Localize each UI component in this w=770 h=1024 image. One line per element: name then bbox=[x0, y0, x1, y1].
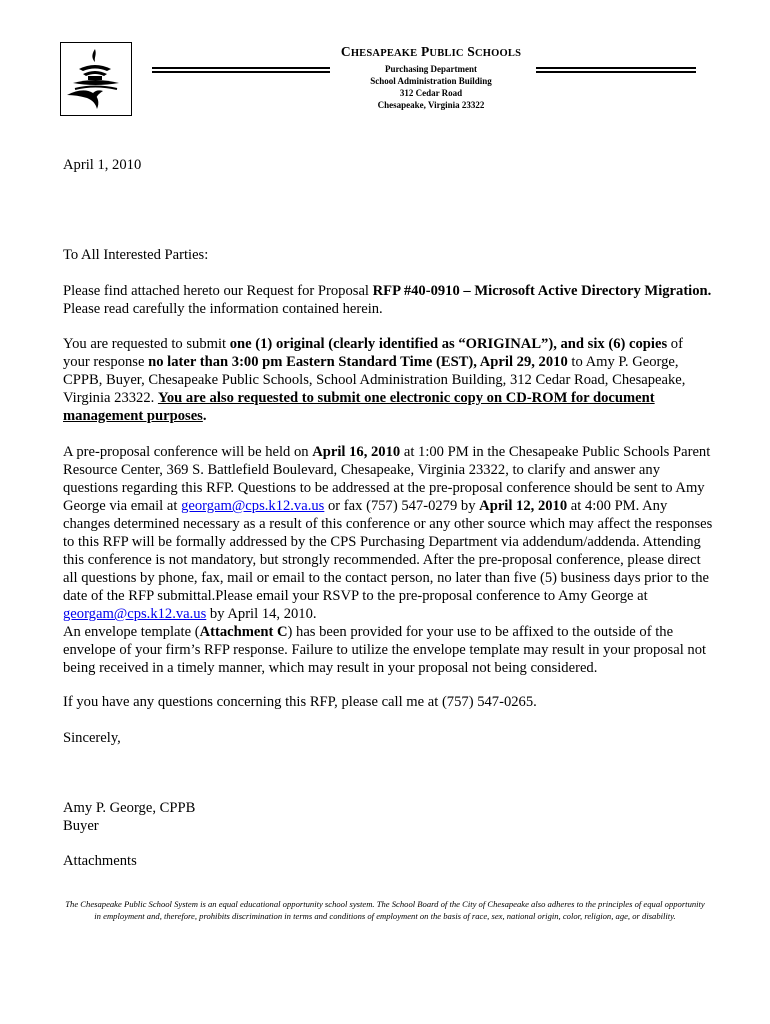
building-name: School Administration Building bbox=[370, 76, 492, 86]
email-link[interactable]: georgam@cps.k12.va.us bbox=[63, 606, 207, 622]
school-logo bbox=[60, 42, 132, 116]
email-link[interactable]: georgam@cps.k12.va.us bbox=[181, 498, 325, 514]
paragraph-rfp-intro: Please find attached hereto our Request for Proposal RFP #40-0910 – Microsoft Active Directory Migration. Please read carefully the information contained herein. bbox=[63, 283, 712, 317]
organization-name: CHESAPEAKE PUBLIC SCHOOLS bbox=[340, 44, 522, 59]
street-address: 312 Cedar Road bbox=[399, 88, 463, 98]
signer-title: Buyer bbox=[63, 818, 99, 834]
letter-date: April 1, 2010 bbox=[63, 157, 142, 173]
attachments-label: Attachments bbox=[63, 853, 137, 869]
paragraph-conference: A pre-proposal conference will be held on April 16, 2010 at 1:00 PM in the Chesapeake Public Schools Parent Resource Center, 369 S. Battlefield Boulevard, Chesapeake, Virginia 23322, to clarify and answer any questions regarding this RFP. Questions to be addressed at the pre-proposal conference should be sent to Amy George via email at georgam@cps.k12.va.us or fax (757) 547-0279 by April 12, 2010 at 4:00 PM. Any changes determined necessary as a result of this conference or any other source which may affect the responses to this RFP will be formally addressed by the CPS Purchasing Department via addendum/addenda. Attending this conference is not mandatory, but strongly recommended. After the pre-proposal conference, please direct all questions by phone, fax, mail or email to the contact person, no later than five (5) business days prior to the date of the RFP submittal.Please email your RSVP to the pre-proposal conference to Amy George at georgam@cps.k12.va.us by April 14, 2010. An envelope template (Attachment C) has been provided for your use to be affixed to the outside of the envelope of your firm’s RFP response. Failure to utilize the envelope template may result in your proposal not being received in a timely manner, which may result in your proposal not being considered. bbox=[63, 444, 713, 676]
paragraph-envelope: An envelope template (Attachment C) has been provided for your use to be affixed to the outside of the envelope of your firm’s RFP response. Failure to utilize the envelope template may result in your proposal not being received in a timely manner, which may result in your proposal not being considered. bbox=[63, 624, 707, 676]
closing: Sincerely, bbox=[63, 730, 121, 746]
school-seal-icon bbox=[61, 43, 131, 115]
city-address: Chesapeake, Virginia 23322 bbox=[377, 100, 485, 110]
letterhead bbox=[300, 44, 562, 111]
paragraph-questions: If you have any questions concerning this RFP, please call me at (757) 547-0265. bbox=[63, 694, 537, 710]
signer-name: Amy P. George, CPPB bbox=[63, 800, 196, 816]
department-name: Purchasing Department bbox=[384, 64, 478, 74]
paragraph-submission: You are requested to submit one (1) original (clearly identified as “ORIGINAL”), and six (6) copies of your response no later than 3:00 pm Eastern Standard Time (EST), April 29, 2010 to Amy P. George, CPPB, Buyer, Chesapeake Public Schools, School Administration Building, 312 Cedar Road, Chesapeake, Virginia 23322. You are also requested to submit one electronic copy on CD-ROM for document management purposes. bbox=[63, 336, 686, 424]
salutation: To All Interested Parties: bbox=[63, 247, 209, 263]
equal-opportunity-notice: The Chesapeake Public School System is an equal educational opportunity school system. The School Board of the City of Chesapeake also adheres to the principles of equal opportunity in employment and, therefore, prohibits discrimination in terms and conditions of employment on the basis of race, sex, national origin, color, religion, age, or disability. bbox=[65, 899, 705, 921]
